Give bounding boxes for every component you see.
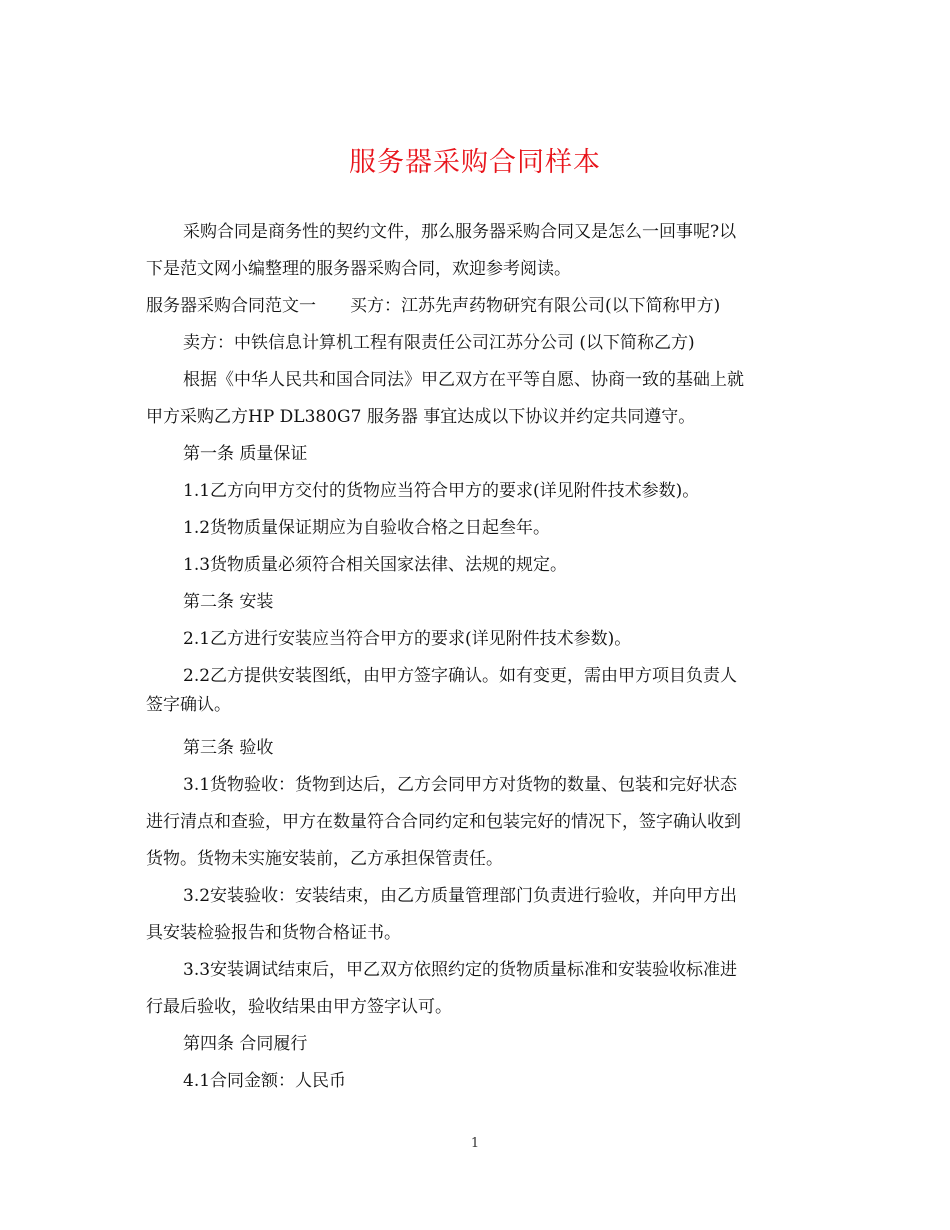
paragraph-line: 1.3货物质量必须符合相关国家法律、法规的规定。 (183, 555, 568, 575)
section-heading: 第三条 验收 (183, 738, 274, 758)
paragraph-line: 1.1乙方向甲方交付的货物应当符合甲方的要求(详见附件技术参数)。 (183, 481, 700, 501)
paragraph-line: 2.2乙方提供安装图纸，由甲方签字确认。如有变更，需由甲方项目负责人 (183, 666, 738, 686)
paragraph-line: 签字确认。 (146, 695, 231, 715)
paragraph-line: 1.2货物质量保证期应为自验收合格之日起叁年。 (183, 518, 551, 538)
page-number: 1 (470, 1136, 480, 1151)
paragraph-line: 3.1货物验收：货物到达后，乙方会同甲方对货物的数量、包装和完好状态 (183, 775, 738, 795)
section-heading: 第四条 合同履行 (183, 1034, 308, 1054)
section-heading: 第一条 质量保证 (183, 444, 308, 464)
document-title: 服务器采购合同样本 (349, 147, 601, 178)
paragraph-line: 行最后验收，验收结果由甲方签字认可。 (146, 997, 452, 1017)
paragraph-line: 4.1合同金额：人民币 (183, 1071, 347, 1091)
paragraph-line: 甲方采购乙方HP DL380G7 服务器 事宜达成以下协议并约定共同遵守。 (146, 407, 696, 427)
paragraph-line: 具安装检验报告和货物合格证书。 (146, 923, 401, 943)
paragraph-line: 货物。货物未实施安装前，乙方承担保管责任。 (146, 849, 503, 869)
paragraph-line: 服务器采购合同范文一 买方：江苏先声药物研究有限公司(以下简称甲方) (146, 296, 721, 316)
paragraph-line: 卖方：中铁信息计算机工程有限责任公司江苏分公司 (以下简称乙方) (183, 333, 695, 353)
paragraph-line: 采购合同是商务性的契约文件，那么服务器采购合同又是怎么一回事呢?以 (183, 222, 737, 242)
paragraph-line: 进行清点和查验，甲方在数量符合合同约定和包装完好的情况下，签字确认收到 (146, 812, 741, 832)
paragraph-line: 根据《中华人民共和国合同法》甲乙双方在平等自愿、协商一致的基础上就 (183, 370, 744, 390)
paragraph-line: 下是范文网小编整理的服务器采购合同，欢迎参考阅读。 (146, 259, 571, 279)
section-heading: 第二条 安装 (183, 592, 274, 612)
paragraph-line: 2.1乙方进行安装应当符合甲方的要求(详见附件技术参数)。 (183, 629, 632, 649)
paragraph-line: 3.3安装调试结束后，甲乙双方依照约定的货物质量标准和安装验收标准进 (183, 960, 738, 980)
paragraph-line: 3.2安装验收：安装结束，由乙方质量管理部门负责进行验收，并向甲方出 (183, 886, 738, 906)
